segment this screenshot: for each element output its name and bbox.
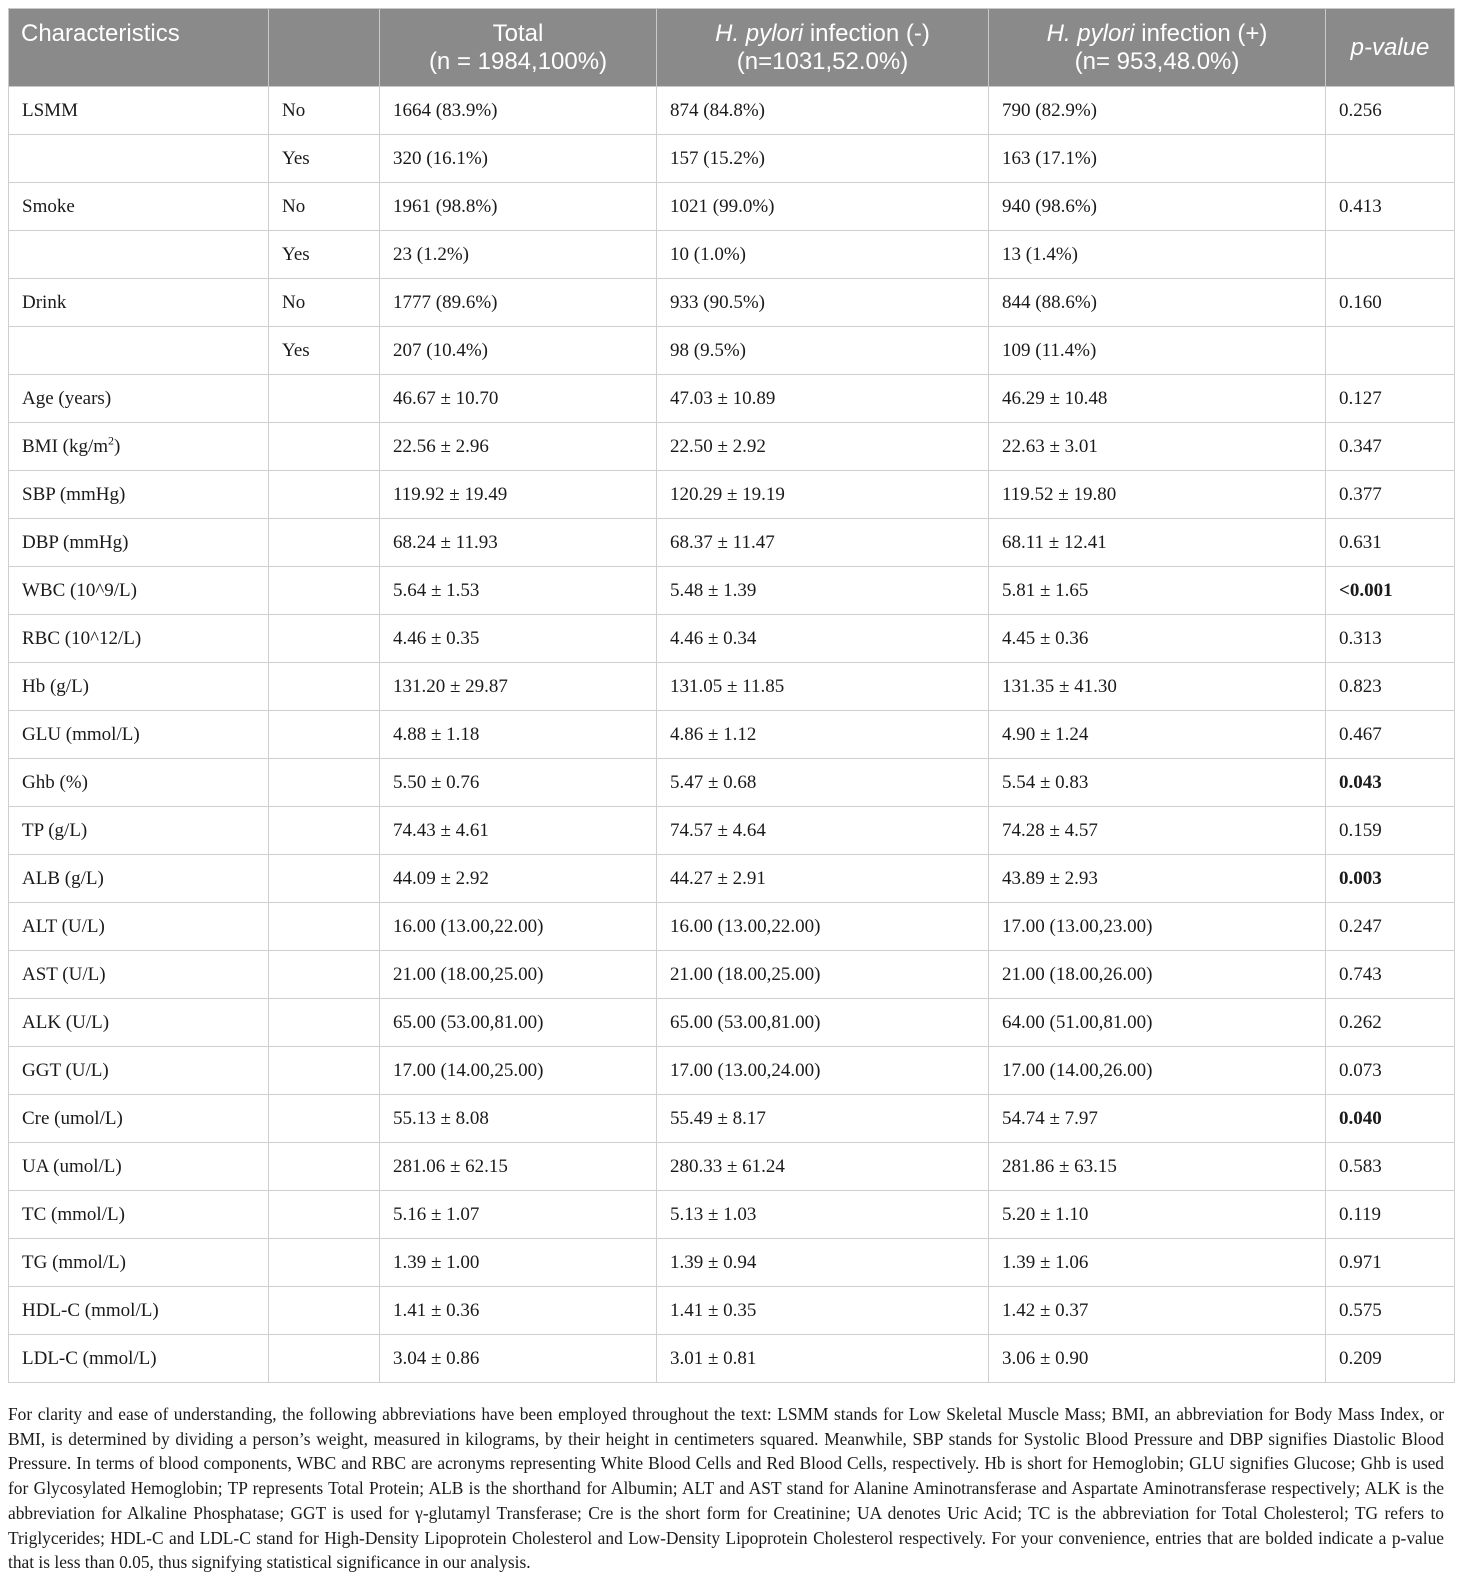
- characteristic-label: Age (years): [22, 387, 112, 409]
- cell-total: 17.00 (14.00,25.00): [380, 1047, 657, 1095]
- cell-subgroup: [269, 759, 380, 807]
- cell-hp-positive: 74.28 ± 4.57: [989, 807, 1326, 855]
- cell-pvalue: 0.003: [1326, 855, 1455, 903]
- cell-hp-positive: 5.54 ± 0.83: [989, 759, 1326, 807]
- table-row: [9, 1095, 1455, 1143]
- table-row: [9, 423, 1455, 471]
- cell-hp-negative: 5.47 ± 0.68: [657, 759, 989, 807]
- cell-hp-negative: 47.03 ± 10.89: [657, 375, 989, 423]
- cell-pvalue: 0.160: [1326, 279, 1455, 327]
- cell-pvalue: [1326, 135, 1455, 183]
- cell-hp-positive: 790 (82.9%): [989, 87, 1326, 135]
- cell-pvalue: [1326, 327, 1455, 375]
- cell-characteristic: [9, 327, 269, 375]
- cell-subgroup: [269, 951, 380, 999]
- cell-characteristic: [9, 1191, 269, 1239]
- cell-characteristic: [9, 807, 269, 855]
- cell-subgroup: [269, 663, 380, 711]
- cell-subgroup: [269, 1095, 380, 1143]
- characteristic-label: Cre (umol/L): [22, 1107, 123, 1129]
- cell-total: 4.88 ± 1.18: [380, 711, 657, 759]
- cell-pvalue: 0.119: [1326, 1191, 1455, 1239]
- cell-subgroup: [269, 855, 380, 903]
- cell-characteristic: [9, 1239, 269, 1287]
- cell-pvalue: 0.575: [1326, 1287, 1455, 1335]
- cell-subgroup: Yes: [269, 327, 380, 375]
- cell-total: 207 (10.4%): [380, 327, 657, 375]
- table-row: [9, 711, 1455, 759]
- cell-hp-negative: 1.41 ± 0.35: [657, 1287, 989, 1335]
- cell-hp-negative: 157 (15.2%): [657, 135, 989, 183]
- cell-pvalue: 0.347: [1326, 423, 1455, 471]
- table-row: [9, 759, 1455, 807]
- characteristic-label: ALK (U/L): [22, 1011, 110, 1033]
- cell-characteristic: [9, 855, 269, 903]
- table-row: [9, 471, 1455, 519]
- cell-subgroup: No: [269, 87, 380, 135]
- cell-pvalue: 0.743: [1326, 951, 1455, 999]
- cell-total: 21.00 (18.00,25.00): [380, 951, 657, 999]
- cell-total: 55.13 ± 8.08: [380, 1095, 657, 1143]
- cell-pvalue: 0.971: [1326, 1239, 1455, 1287]
- cell-subgroup: [269, 711, 380, 759]
- cell-total: 1.41 ± 0.36: [380, 1287, 657, 1335]
- cell-pvalue: 0.823: [1326, 663, 1455, 711]
- cell-hp-negative: 17.00 (13.00,24.00): [657, 1047, 989, 1095]
- cell-hp-positive: 163 (17.1%): [989, 135, 1326, 183]
- cell-subgroup: Yes: [269, 135, 380, 183]
- characteristic-label: Ghb (%): [22, 771, 88, 793]
- characteristic-label: DBP (mmHg): [22, 531, 129, 553]
- table-row: [9, 519, 1455, 567]
- table-row: [9, 855, 1455, 903]
- cell-hp-negative: 10 (1.0%): [657, 231, 989, 279]
- cell-pvalue: 0.040: [1326, 1095, 1455, 1143]
- cell-hp-negative: 131.05 ± 11.85: [657, 663, 989, 711]
- cell-subgroup: [269, 519, 380, 567]
- cell-subgroup: [269, 903, 380, 951]
- table-row: [9, 615, 1455, 663]
- cell-total: 68.24 ± 11.93: [380, 519, 657, 567]
- characteristic-label: GLU (mmol/L): [22, 723, 140, 745]
- cell-hp-positive: 940 (98.6%): [989, 183, 1326, 231]
- cell-total: 281.06 ± 62.15: [380, 1143, 657, 1191]
- cell-hp-negative: 933 (90.5%): [657, 279, 989, 327]
- cell-hp-negative: 65.00 (53.00,81.00): [657, 999, 989, 1047]
- cell-hp-positive: 844 (88.6%): [989, 279, 1326, 327]
- cell-subgroup: Yes: [269, 231, 380, 279]
- cell-hp-positive: 131.35 ± 41.30: [989, 663, 1326, 711]
- cell-characteristic: [9, 1287, 269, 1335]
- cell-hp-negative: 4.86 ± 1.12: [657, 711, 989, 759]
- header-hp-positive: [989, 9, 1326, 87]
- cell-hp-negative: 55.49 ± 8.17: [657, 1095, 989, 1143]
- cell-hp-positive: 1.42 ± 0.37: [989, 1287, 1326, 1335]
- header-characteristics: Characteristics: [9, 9, 269, 87]
- cell-subgroup: [269, 471, 380, 519]
- cell-hp-negative: 74.57 ± 4.64: [657, 807, 989, 855]
- cell-hp-negative: 16.00 (13.00,22.00): [657, 903, 989, 951]
- cell-pvalue: 0.127: [1326, 375, 1455, 423]
- characteristic-label: ALB (g/L): [22, 867, 104, 889]
- table-row: [9, 903, 1455, 951]
- characteristic-label: UA (umol/L): [22, 1155, 122, 1177]
- cell-characteristic: [9, 711, 269, 759]
- characteristic-label: GGT (U/L): [22, 1059, 109, 1081]
- cell-characteristic: [9, 1143, 269, 1191]
- cell-hp-positive: 17.00 (14.00,26.00): [989, 1047, 1326, 1095]
- cell-total: 1961 (98.8%): [380, 183, 657, 231]
- table-row: [9, 231, 1455, 279]
- cell-hp-positive: 281.86 ± 63.15: [989, 1143, 1326, 1191]
- characteristics-table-container: [8, 8, 1454, 1383]
- table-row: [9, 135, 1455, 183]
- characteristic-label: ALT (U/L): [22, 915, 105, 937]
- header-hp-positive-line2: (n= 953,48.0%): [1074, 47, 1240, 75]
- cell-subgroup: [269, 423, 380, 471]
- characteristic-label: Hb (g/L): [22, 675, 90, 697]
- cell-hp-positive: 109 (11.4%): [989, 327, 1326, 375]
- cell-total: 119.92 ± 19.49: [380, 471, 657, 519]
- cell-hp-negative: 5.13 ± 1.03: [657, 1191, 989, 1239]
- cell-total: 1.39 ± 1.00: [380, 1239, 657, 1287]
- characteristic-label: BMI (kg/m: [22, 435, 109, 457]
- cell-hp-negative: 5.48 ± 1.39: [657, 567, 989, 615]
- header-hp-negative-text: infection (-): [803, 19, 930, 47]
- cell-hp-positive: 46.29 ± 10.48: [989, 375, 1326, 423]
- cell-total: 1664 (83.9%): [380, 87, 657, 135]
- cell-characteristic: [9, 279, 269, 327]
- cell-subgroup: [269, 1287, 380, 1335]
- cell-hp-positive: 64.00 (51.00,81.00): [989, 999, 1326, 1047]
- cell-characteristic: [9, 759, 269, 807]
- cell-characteristic: [9, 471, 269, 519]
- cell-pvalue: <0.001: [1326, 567, 1455, 615]
- cell-total: 5.64 ± 1.53: [380, 567, 657, 615]
- table-row: [9, 183, 1455, 231]
- cell-pvalue: 0.159: [1326, 807, 1455, 855]
- table-row: [9, 1239, 1455, 1287]
- cell-characteristic: [9, 951, 269, 999]
- characteristic-label: AST (U/L): [22, 963, 106, 985]
- cell-hp-negative: 280.33 ± 61.24: [657, 1143, 989, 1191]
- cell-total: 1777 (89.6%): [380, 279, 657, 327]
- header-total-line2: (n = 1984,100%): [428, 47, 608, 75]
- table-row: [9, 951, 1455, 999]
- cell-pvalue: 0.467: [1326, 711, 1455, 759]
- header-total-line1: Total: [492, 19, 544, 47]
- characteristic-label: Drink: [22, 291, 67, 313]
- cell-total: 320 (16.1%): [380, 135, 657, 183]
- cell-characteristic: [9, 1047, 269, 1095]
- table-header: [9, 9, 1455, 87]
- cell-subgroup: [269, 1191, 380, 1239]
- table-footnote: For clarity and ease of understanding, the following abbreviations have been employed throughout the text: LSMM stands for Low Skeletal Muscle Mass; BMI, an abbreviation for Body Mass Index, or BMI, is determined by dividing a person’s weight, measured in kilograms, by their height in centimeters squared. Meanwhile, SBP stands for Systolic Blood Pressure and DBP signifies Diastolic Blood Pressure. In terms of blood components, WBC and RBC are acronyms representing White Blood Cells and Red Blood Cells, respectively. Hb is short for Hemoglobin; GLU signifies Glucose; Ghb is used for Glycosylated Hemoglobin; TP represents Total Protein; ALB is the shorthand for Albumin; ALT and AST stand for Alanine Aminotransferase and Aspartate Aminotransferase respectively; ALK is the abbreviation for Alkaline Phosphatase; GGT is used for γ-glutamyl Transferase; Cre is the short form for Creatinine; UA denotes Uric Acid; TC is the abbreviation for Total Cholesterol; TG refers to Triglycerides; HDL-C and LDL-C stand for High-Density Lipoprotein Cholesterol and Low-Density Lipoprotein Cholesterol respectively. For your convenience, entries that are bolded indicate a p-value that is less than 0.05, thus signifying statistical significance in our analysis.: [8, 1404, 1444, 1573]
- cell-characteristic: [9, 87, 269, 135]
- header-pvalue-text: p-value: [1350, 33, 1430, 61]
- cell-characteristic: [9, 663, 269, 711]
- cell-total: 4.46 ± 0.35: [380, 615, 657, 663]
- cell-hp-negative: 1.39 ± 0.94: [657, 1239, 989, 1287]
- cell-pvalue: 0.043: [1326, 759, 1455, 807]
- cell-subgroup: No: [269, 279, 380, 327]
- cell-subgroup: [269, 1335, 380, 1383]
- characteristic-label: SBP (mmHg): [22, 483, 126, 505]
- header-total: [380, 9, 657, 87]
- cell-subgroup: [269, 1047, 380, 1095]
- table-row: [9, 375, 1455, 423]
- characteristic-label: Smoke: [22, 195, 75, 217]
- cell-hp-positive: 17.00 (13.00,23.00): [989, 903, 1326, 951]
- cell-hp-negative: 874 (84.8%): [657, 87, 989, 135]
- header-hp-positive-italic: H. pylori: [1046, 19, 1135, 47]
- cell-total: 44.09 ± 2.92: [380, 855, 657, 903]
- cell-hp-positive: 21.00 (18.00,26.00): [989, 951, 1326, 999]
- header-pvalue: [1326, 9, 1455, 87]
- table-body: [9, 87, 1455, 1383]
- cell-characteristic: [9, 183, 269, 231]
- cell-characteristic: [9, 903, 269, 951]
- cell-subgroup: [269, 1239, 380, 1287]
- header-hp-negative: [657, 9, 989, 87]
- table-row: [9, 1143, 1455, 1191]
- cell-characteristic: [9, 1335, 269, 1383]
- table-row: [9, 327, 1455, 375]
- cell-hp-positive: 43.89 ± 2.93: [989, 855, 1326, 903]
- characteristic-label: HDL-C (mmol/L): [22, 1299, 159, 1321]
- characteristic-label-tail: ): [114, 435, 121, 457]
- cell-pvalue: 0.413: [1326, 183, 1455, 231]
- characteristic-label: WBC (10^9/L): [22, 579, 137, 601]
- cell-subgroup: [269, 1143, 380, 1191]
- cell-hp-positive: 5.81 ± 1.65: [989, 567, 1326, 615]
- cell-total: 46.67 ± 10.70: [380, 375, 657, 423]
- cell-characteristic: [9, 231, 269, 279]
- table-row: [9, 279, 1455, 327]
- cell-hp-positive: 68.11 ± 12.41: [989, 519, 1326, 567]
- cell-total: 65.00 (53.00,81.00): [380, 999, 657, 1047]
- cell-hp-positive: 3.06 ± 0.90: [989, 1335, 1326, 1383]
- cell-subgroup: [269, 567, 380, 615]
- cell-total: 16.00 (13.00,22.00): [380, 903, 657, 951]
- cell-hp-positive: 54.74 ± 7.97: [989, 1095, 1326, 1143]
- cell-hp-positive: 13 (1.4%): [989, 231, 1326, 279]
- cell-characteristic: [9, 135, 269, 183]
- table-row: [9, 87, 1455, 135]
- cell-subgroup: No: [269, 183, 380, 231]
- header-hp-negative-line2: (n=1031,52.0%): [736, 47, 909, 75]
- cell-subgroup: [269, 807, 380, 855]
- cell-hp-negative: 98 (9.5%): [657, 327, 989, 375]
- cell-total: 3.04 ± 0.86: [380, 1335, 657, 1383]
- characteristic-label: TP (g/L): [22, 819, 88, 841]
- table-row: [9, 1335, 1455, 1383]
- table-row: [9, 999, 1455, 1047]
- header-row: [9, 9, 1455, 87]
- table-row: [9, 1287, 1455, 1335]
- header-hp-negative-italic: H. pylori: [715, 19, 804, 47]
- cell-pvalue: [1326, 231, 1455, 279]
- cell-hp-negative: 22.50 ± 2.92: [657, 423, 989, 471]
- cell-pvalue: 0.583: [1326, 1143, 1455, 1191]
- cell-total: 23 (1.2%): [380, 231, 657, 279]
- characteristic-label: LDL-C (mmol/L): [22, 1347, 157, 1369]
- header-subgroup: [269, 9, 380, 87]
- cell-total: 5.50 ± 0.76: [380, 759, 657, 807]
- cell-pvalue: 0.262: [1326, 999, 1455, 1047]
- characteristic-label: LSMM: [22, 99, 78, 121]
- cell-hp-positive: 119.52 ± 19.80: [989, 471, 1326, 519]
- cell-characteristic: [9, 999, 269, 1047]
- cell-hp-positive: 4.45 ± 0.36: [989, 615, 1326, 663]
- cell-hp-negative: 21.00 (18.00,25.00): [657, 951, 989, 999]
- cell-pvalue: 0.256: [1326, 87, 1455, 135]
- characteristic-label: TG (mmol/L): [22, 1251, 126, 1273]
- characteristic-label: TC (mmol/L): [22, 1203, 125, 1225]
- cell-total: 131.20 ± 29.87: [380, 663, 657, 711]
- table-row: [9, 567, 1455, 615]
- characteristics-table: [8, 8, 1455, 1383]
- cell-total: 22.56 ± 2.96: [380, 423, 657, 471]
- cell-pvalue: 0.247: [1326, 903, 1455, 951]
- cell-total: 5.16 ± 1.07: [380, 1191, 657, 1239]
- cell-hp-negative: 3.01 ± 0.81: [657, 1335, 989, 1383]
- cell-hp-negative: 1021 (99.0%): [657, 183, 989, 231]
- cell-characteristic: [9, 1095, 269, 1143]
- header-hp-positive-text: infection (+): [1134, 19, 1268, 47]
- cell-pvalue: 0.209: [1326, 1335, 1455, 1383]
- cell-total: 74.43 ± 4.61: [380, 807, 657, 855]
- table-row: [9, 663, 1455, 711]
- table-row: [9, 1047, 1455, 1095]
- cell-characteristic: [9, 567, 269, 615]
- cell-pvalue: 0.377: [1326, 471, 1455, 519]
- cell-characteristic: [9, 375, 269, 423]
- cell-hp-positive: 22.63 ± 3.01: [989, 423, 1326, 471]
- cell-hp-positive: 1.39 ± 1.06: [989, 1239, 1326, 1287]
- table-row: [9, 1191, 1455, 1239]
- cell-subgroup: [269, 999, 380, 1047]
- cell-characteristic: [9, 615, 269, 663]
- cell-subgroup: [269, 615, 380, 663]
- cell-hp-positive: 4.90 ± 1.24: [989, 711, 1326, 759]
- superscript: 2: [108, 433, 115, 448]
- cell-characteristic: [9, 519, 269, 567]
- characteristic-label: RBC (10^12/L): [22, 627, 142, 649]
- cell-hp-negative: 120.29 ± 19.19: [657, 471, 989, 519]
- cell-hp-negative: 44.27 ± 2.91: [657, 855, 989, 903]
- cell-pvalue: 0.631: [1326, 519, 1455, 567]
- cell-hp-positive: 5.20 ± 1.10: [989, 1191, 1326, 1239]
- cell-hp-negative: 68.37 ± 11.47: [657, 519, 989, 567]
- cell-subgroup: [269, 375, 380, 423]
- cell-hp-negative: 4.46 ± 0.34: [657, 615, 989, 663]
- table-row: [9, 807, 1455, 855]
- cell-pvalue: 0.073: [1326, 1047, 1455, 1095]
- cell-pvalue: 0.313: [1326, 615, 1455, 663]
- cell-characteristic: [9, 423, 269, 471]
